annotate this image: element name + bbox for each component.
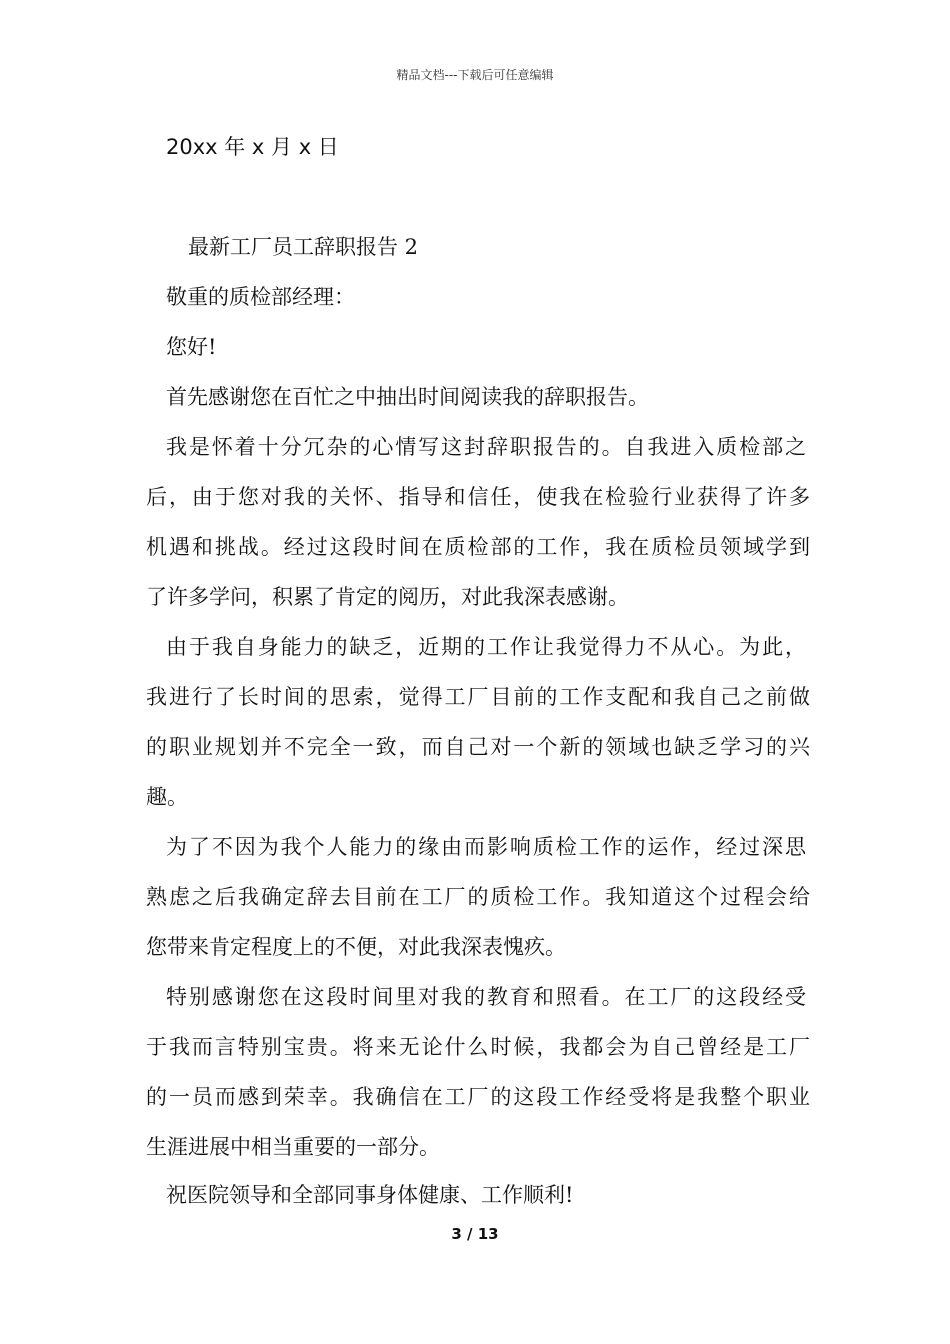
body-line: 您带来肯定程度上的不便，对此我深表愧疚。 <box>146 935 566 959</box>
body-line: 机遇和挑战。经过这段时间在质检部的工作，我在质检员领域学到 <box>146 535 810 559</box>
body-line: 于我而言特别宝贵。将来无论什么时候，我都会为自己曾经是工厂 <box>146 1035 810 1059</box>
body-line: 后，由于您对我的关怀、指导和信任，使我在检验行业获得了许多 <box>146 485 810 509</box>
page-number: 3 / 13 <box>451 1225 499 1243</box>
salutation: 敬重的质检部经理： <box>166 285 355 309</box>
greeting: 您好! <box>166 335 217 359</box>
report-title: 最新工厂员工辞职报告 2 <box>188 235 419 259</box>
closing-wish: 祝医院领导和全部同事身体健康、工作顺利! <box>166 1183 574 1207</box>
letter-date: 20xx 年 x 月 x 日 <box>166 135 339 159</box>
body-line: 我是怀着十分冗杂的心情写这封辞职报告的。自我进入质检部之 <box>166 435 806 459</box>
body-line: 熟虑之后我确定辞去目前在工厂的质检工作。我知道这个过程会给 <box>146 885 810 909</box>
page-header: 精品文档---下载后可任意编辑 <box>396 68 554 82</box>
body-line: 首先感谢您在百忙之中抽出时间阅读我的辞职报告。 <box>166 385 649 409</box>
body-line: 特别感谢您在这段时间里对我的教育和照看。在工厂的这段经受 <box>166 985 806 1009</box>
body-line: 我进行了长时间的思索，觉得工厂目前的工作支配和我自己之前做 <box>146 685 810 709</box>
body-line: 生涯进展中相当重要的一部分。 <box>146 1135 440 1159</box>
body-line: 为了不因为我个人能力的缘由而影响质检工作的运作，经过深思 <box>166 835 806 859</box>
body-line: 由于我自身能力的缺乏，近期的工作让我觉得力不从心。为此， <box>166 635 806 659</box>
body-line: 了许多学问，积累了肯定的阅历，对此我深表感谢。 <box>146 585 629 609</box>
body-line: 的一员而感到荣幸。我确信在工厂的这段工作经受将是我整个职业 <box>146 1085 810 1109</box>
body-line: 趣。 <box>146 785 188 809</box>
body-line: 的职业规划并不完全一致，而自己对一个新的领域也缺乏学习的兴 <box>146 735 810 759</box>
